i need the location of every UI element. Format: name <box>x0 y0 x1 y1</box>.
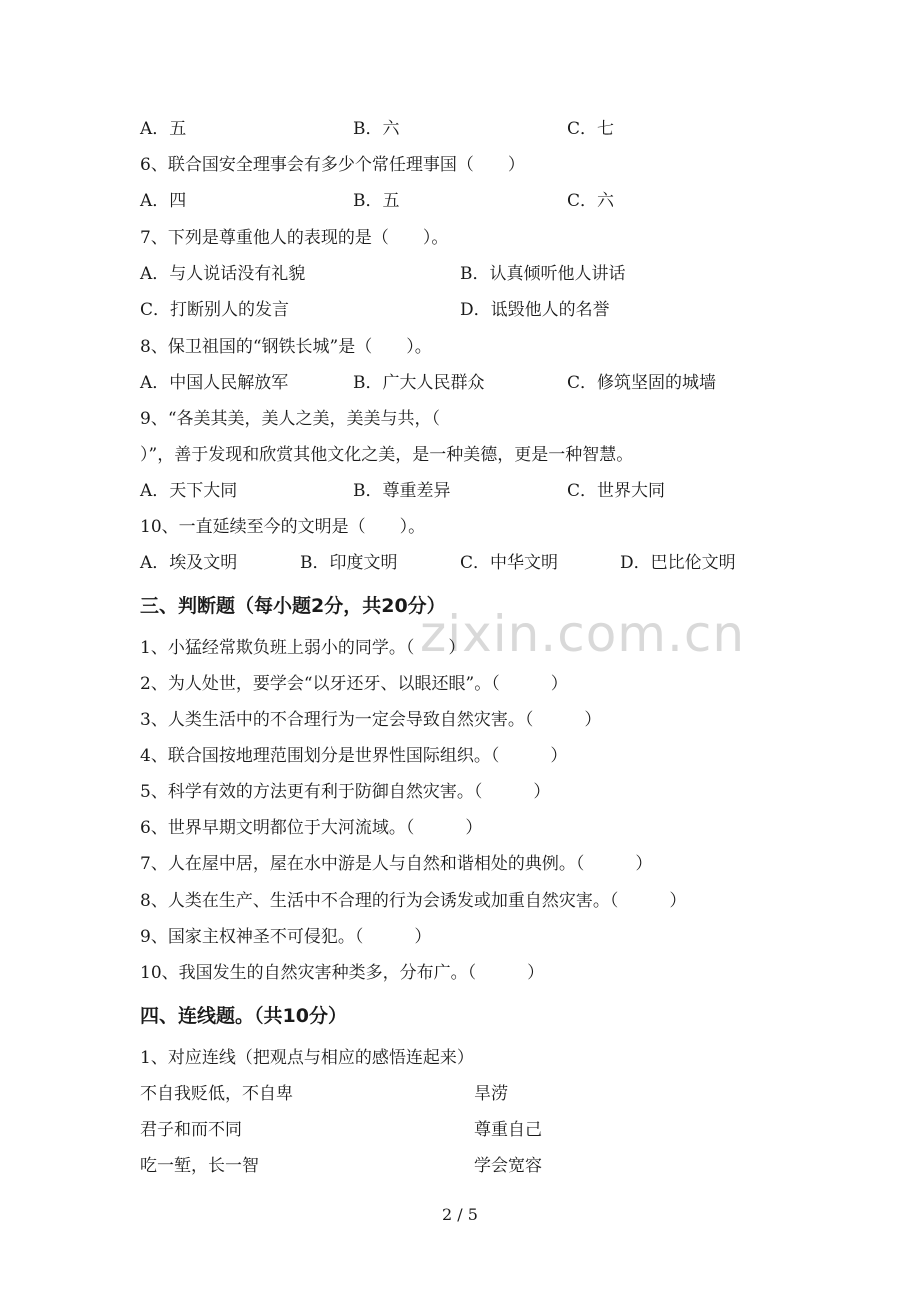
q10-option-d: D．巴比伦文明 <box>620 553 736 573</box>
q5-option-a: A．五 <box>140 119 187 139</box>
judge-item-10: 10、我国发生的自然灾害种类多，分布广。（ ） <box>140 963 545 983</box>
q6-option-c: C．六 <box>567 191 615 211</box>
judge-item-9: 9、国家主权神圣不可侵犯。（ ） <box>140 927 432 947</box>
section3-title: 三、判断题（每小题2分，共20分） <box>140 595 446 617</box>
q8-option-c: C．修筑坚固的城墙 <box>567 373 717 393</box>
matching-right-item: 旱涝 <box>474 1084 508 1104</box>
judge-item-2: 2、为人处世，要学会“以牙还牙、以眼还眼”。（ ） <box>140 674 568 694</box>
matching-left-item: 君子和而不同 <box>140 1120 242 1140</box>
matching-right-item: 学会宽容 <box>474 1156 542 1176</box>
q10-option-c: C．中华文明 <box>460 553 559 573</box>
judge-item-5: 5、科学有效的方法更有利于防御自然灾害。（ ） <box>140 782 551 802</box>
q7-stem: 7、下列是尊重他人的表现的是（ ）。 <box>140 228 449 248</box>
q6-option-b: B．五 <box>353 191 400 211</box>
q9-option-c: C．世界大同 <box>567 481 666 501</box>
judge-item-6: 6、世界早期文明都位于大河流域。（ ） <box>140 818 483 838</box>
q9-stem-line2: ）”，善于发现和欣赏其他文化之美，是一种美德，更是一种智慧。 <box>140 445 634 465</box>
watermark: zixin.com.cn <box>420 605 746 663</box>
judge-item-7: 7、人在屋中居，屋在水中游是人与自然和谐相处的典例。（ ） <box>140 854 653 874</box>
q9-option-a: A．天下大同 <box>140 481 238 501</box>
q7-option-a: A．与人说话没有礼貌 <box>140 264 306 284</box>
q7-option-c: C．打断别人的发言 <box>140 300 290 320</box>
q9-stem-line1: 9、“各美其美，美人之美，美美与共，（ <box>140 409 441 429</box>
q9-option-b: B．尊重差异 <box>353 481 451 501</box>
q8-stem: 8、保卫祖国的“钢铁长城”是（ ）。 <box>140 337 432 357</box>
q7-option-b: B．认真倾听他人讲话 <box>460 264 626 284</box>
q10-stem: 10、一直延续至今的文明是（ ）。 <box>140 517 426 537</box>
page-number: 2 / 5 <box>442 1205 478 1224</box>
q10-option-b: B．印度文明 <box>300 553 398 573</box>
judge-item-4: 4、联合国按地理范围划分是世界性国际组织。（ ） <box>140 746 568 766</box>
q6-stem: 6、联合国安全理事会有多少个常任理事国（ ） <box>140 155 525 175</box>
q5-option-b: B．六 <box>353 119 400 139</box>
matching-left-item: 不自我贬低，不自卑 <box>140 1084 293 1104</box>
q8-option-b: B．广大人民群众 <box>353 373 485 393</box>
matching-right-item: 尊重自己 <box>474 1120 542 1140</box>
q6-option-a: A．四 <box>140 191 187 211</box>
q8-option-a: A．中国人民解放军 <box>140 373 289 393</box>
matching-left-item: 吃一堑，长一智 <box>140 1156 259 1176</box>
q5-option-c: C．七 <box>567 119 615 139</box>
section4-title: 四、连线题。（共10分） <box>140 1005 347 1027</box>
judge-item-1: 1、小猛经常欺负班上弱小的同学。（ ） <box>140 638 466 658</box>
matching-question-1: 1、对应连线（把观点与相应的感悟连起来） <box>140 1048 474 1068</box>
judge-item-8: 8、人类在生产、生活中不合理的行为会诱发或加重自然灾害。（ ） <box>140 891 687 911</box>
judge-item-3: 3、人类生活中的不合理行为一定会导致自然灾害。（ ） <box>140 710 602 730</box>
q7-option-d: D．诋毁他人的名誉 <box>460 300 610 320</box>
q10-option-a: A．埃及文明 <box>140 553 238 573</box>
